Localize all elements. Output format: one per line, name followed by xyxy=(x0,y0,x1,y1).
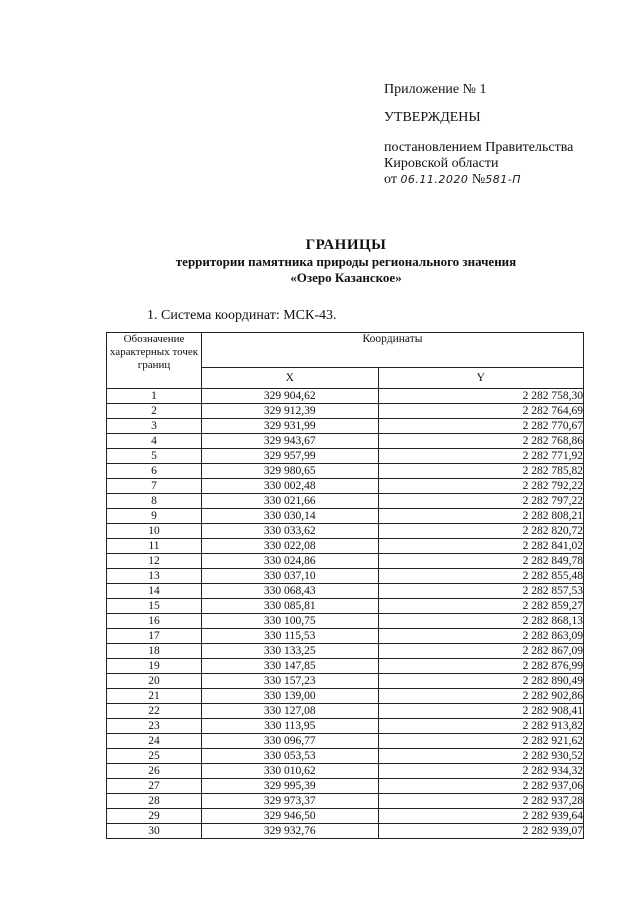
table-row xyxy=(107,689,584,704)
table-row xyxy=(107,554,584,569)
y-coordinate: 2 282 849,78 xyxy=(378,554,583,569)
y-coordinate: 2 282 902,86 xyxy=(378,689,583,704)
y-coordinate: 2 282 764,69 xyxy=(378,404,583,419)
y-coordinate: 2 282 939,07 xyxy=(378,824,583,839)
table-row xyxy=(107,449,584,464)
point-number: 25 xyxy=(107,749,202,764)
header-coordinates: Координаты xyxy=(202,333,584,368)
number-sign: № xyxy=(471,172,486,187)
point-number: 28 xyxy=(107,794,202,809)
x-coordinate: 329 957,99 xyxy=(202,449,379,464)
title-main: ГРАНИЦЫ xyxy=(305,237,387,253)
y-coordinate: 2 282 768,86 xyxy=(378,434,583,449)
y-coordinate: 2 282 863,09 xyxy=(378,629,583,644)
point-number: 24 xyxy=(107,734,202,749)
y-coordinate: 2 282 771,92 xyxy=(378,449,583,464)
table-row xyxy=(107,524,584,539)
y-coordinate: 2 282 808,21 xyxy=(378,509,583,524)
point-number: 20 xyxy=(107,674,202,689)
point-number: 4 xyxy=(107,434,202,449)
x-coordinate: 330 010,62 xyxy=(202,764,379,779)
y-coordinate: 2 282 820,72 xyxy=(378,524,583,539)
point-number: 8 xyxy=(107,494,202,509)
table-row xyxy=(107,389,584,404)
table-row xyxy=(107,749,584,764)
y-coordinate: 2 282 868,13 xyxy=(378,614,583,629)
approval-block xyxy=(384,82,624,188)
x-coordinate: 329 980,65 xyxy=(202,464,379,479)
y-coordinate: 2 282 890,49 xyxy=(378,674,583,689)
point-number: 27 xyxy=(107,779,202,794)
x-coordinate: 330 096,77 xyxy=(202,734,379,749)
point-number: 5 xyxy=(107,449,202,464)
x-coordinate: 330 139,00 xyxy=(202,689,379,704)
table-row xyxy=(107,644,584,659)
y-coordinate: 2 282 876,99 xyxy=(378,659,583,674)
y-coordinate: 2 282 785,82 xyxy=(378,464,583,479)
point-number: 18 xyxy=(107,644,202,659)
decree-line-2: Кировской области xyxy=(384,156,499,171)
y-coordinate: 2 282 934,32 xyxy=(378,764,583,779)
y-coordinate: 2 282 930,52 xyxy=(378,749,583,764)
point-number: 2 xyxy=(107,404,202,419)
x-coordinate: 330 068,43 xyxy=(202,584,379,599)
x-coordinate: 330 021,66 xyxy=(202,494,379,509)
y-coordinate: 2 282 855,48 xyxy=(378,569,583,584)
decree-date-line xyxy=(384,172,624,188)
x-coordinate: 330 037,10 xyxy=(202,569,379,584)
title-line-2: территории памятника природы регионального значения xyxy=(175,254,517,269)
approved-label: УТВЕРЖДЕНЫ xyxy=(384,110,481,125)
y-coordinate: 2 282 867,09 xyxy=(378,644,583,659)
table-row xyxy=(107,809,584,824)
y-coordinate: 2 282 758,30 xyxy=(378,389,583,404)
x-coordinate: 330 127,08 xyxy=(202,704,379,719)
table-row xyxy=(107,734,584,749)
x-coordinate: 330 002,48 xyxy=(202,479,379,494)
table-row xyxy=(107,464,584,479)
header-x: X xyxy=(202,368,379,389)
y-coordinate: 2 282 797,22 xyxy=(378,494,583,509)
table-row xyxy=(107,824,584,839)
table-row xyxy=(107,659,584,674)
x-coordinate: 329 946,50 xyxy=(202,809,379,824)
table-row xyxy=(107,434,584,449)
y-coordinate: 2 282 908,41 xyxy=(378,704,583,719)
table-row xyxy=(107,419,584,434)
x-coordinate: 330 113,95 xyxy=(202,719,379,734)
x-coordinate: 329 912,39 xyxy=(202,404,379,419)
point-number: 21 xyxy=(107,689,202,704)
handwritten-date: 06.11.2020 xyxy=(400,173,469,186)
x-coordinate: 329 931,99 xyxy=(202,419,379,434)
table-row xyxy=(107,704,584,719)
x-coordinate: 330 100,75 xyxy=(202,614,379,629)
y-coordinate: 2 282 939,64 xyxy=(378,809,583,824)
table-row xyxy=(107,479,584,494)
point-number: 3 xyxy=(107,419,202,434)
x-coordinate: 330 157,23 xyxy=(202,674,379,689)
x-coordinate: 330 024,86 xyxy=(202,554,379,569)
x-coordinate: 329 932,76 xyxy=(202,824,379,839)
point-number: 29 xyxy=(107,809,202,824)
table-row xyxy=(107,629,584,644)
header-y: Y xyxy=(378,368,583,389)
y-coordinate: 2 282 770,67 xyxy=(378,419,583,434)
handwritten-number: 581-П xyxy=(485,173,522,186)
x-coordinate: 330 085,81 xyxy=(202,599,379,614)
table-row xyxy=(107,779,584,794)
x-coordinate: 330 133,25 xyxy=(202,644,379,659)
table-row xyxy=(107,614,584,629)
document-title xyxy=(100,236,592,286)
table-row xyxy=(107,584,584,599)
point-number: 10 xyxy=(107,524,202,539)
y-coordinate: 2 282 921,62 xyxy=(378,734,583,749)
table-row xyxy=(107,719,584,734)
point-number: 1 xyxy=(107,389,202,404)
point-number: 12 xyxy=(107,554,202,569)
y-coordinate: 2 282 792,22 xyxy=(378,479,583,494)
point-number: 16 xyxy=(107,614,202,629)
point-number: 14 xyxy=(107,584,202,599)
point-number: 22 xyxy=(107,704,202,719)
x-coordinate: 330 033,62 xyxy=(202,524,379,539)
point-number: 23 xyxy=(107,719,202,734)
table-row xyxy=(107,794,584,809)
appendix-number: Приложение № 1 xyxy=(384,82,487,97)
header-point: Обозначение характерных точек границ xyxy=(107,333,202,389)
date-prefix: от xyxy=(384,172,397,187)
decree-line-1: постановлением Правительства xyxy=(384,140,574,155)
table-row xyxy=(107,539,584,554)
x-coordinate: 330 115,53 xyxy=(202,629,379,644)
table-row xyxy=(107,494,584,509)
x-coordinate: 329 973,37 xyxy=(202,794,379,809)
y-coordinate: 2 282 937,06 xyxy=(378,779,583,794)
y-coordinate: 2 282 857,53 xyxy=(378,584,583,599)
y-coordinate: 2 282 841,02 xyxy=(378,539,583,554)
x-coordinate: 330 030,14 xyxy=(202,509,379,524)
table-row xyxy=(107,764,584,779)
coordinate-system: 1. Система координат: МСК-43. xyxy=(147,308,337,323)
coordinates-table xyxy=(106,332,584,839)
table-row xyxy=(107,404,584,419)
point-number: 11 xyxy=(107,539,202,554)
point-number: 30 xyxy=(107,824,202,839)
point-number: 7 xyxy=(107,479,202,494)
y-coordinate: 2 282 913,82 xyxy=(378,719,583,734)
y-coordinate: 2 282 859,27 xyxy=(378,599,583,614)
y-coordinate: 2 282 937,28 xyxy=(378,794,583,809)
x-coordinate: 329 943,67 xyxy=(202,434,379,449)
title-line-3: «Озеро Казанское» xyxy=(290,270,402,285)
point-number: 19 xyxy=(107,659,202,674)
x-coordinate: 329 995,39 xyxy=(202,779,379,794)
table-row xyxy=(107,509,584,524)
point-number: 17 xyxy=(107,629,202,644)
x-coordinate: 330 022,08 xyxy=(202,539,379,554)
table-row xyxy=(107,674,584,689)
x-coordinate: 329 904,62 xyxy=(202,389,379,404)
x-coordinate: 330 053,53 xyxy=(202,749,379,764)
table-row xyxy=(107,599,584,614)
point-number: 6 xyxy=(107,464,202,479)
table-row xyxy=(107,569,584,584)
point-number: 13 xyxy=(107,569,202,584)
point-number: 15 xyxy=(107,599,202,614)
point-number: 26 xyxy=(107,764,202,779)
point-number: 9 xyxy=(107,509,202,524)
x-coordinate: 330 147,85 xyxy=(202,659,379,674)
